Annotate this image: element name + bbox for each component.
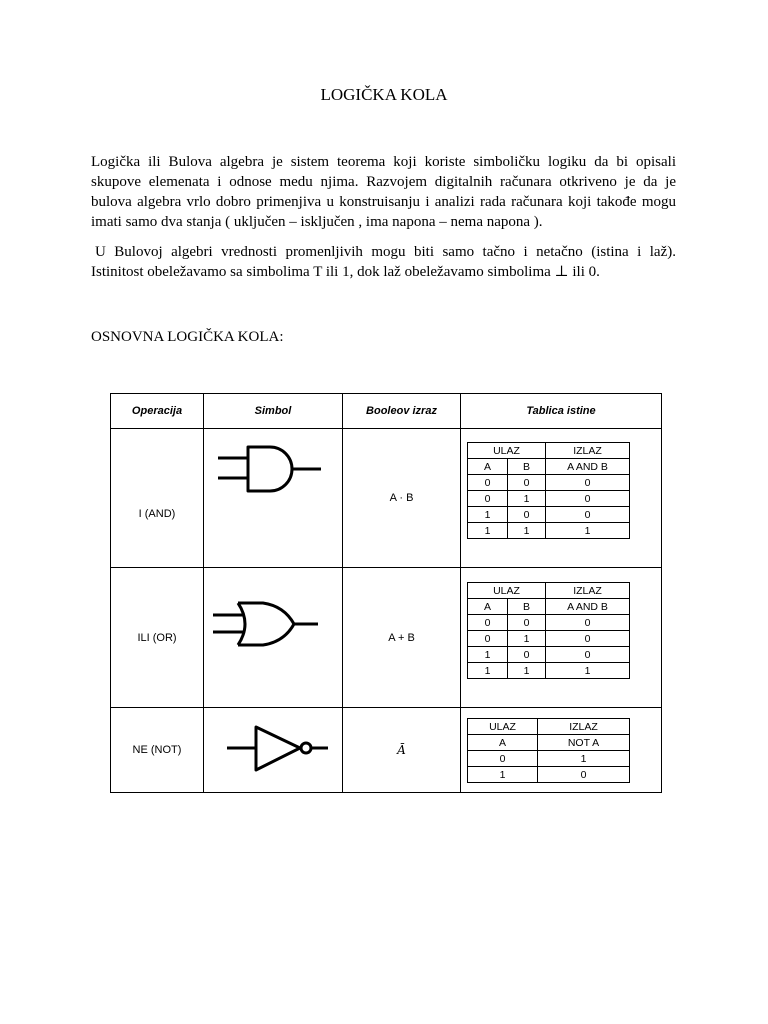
truth-value: 1 [508, 491, 546, 507]
not-gate-icon [222, 720, 337, 776]
symbol-cell [204, 568, 343, 708]
truth-table-row [468, 663, 630, 679]
truth-table-row [468, 615, 630, 631]
truth-table-row [468, 767, 630, 783]
truth-value: 0 [546, 491, 630, 507]
logic-gates-table [110, 393, 662, 793]
column-header-operation: Operacija [111, 394, 204, 429]
truth-table [467, 582, 630, 679]
or-gate-icon [208, 598, 323, 650]
truth-value: 1 [468, 523, 508, 539]
operation-label: I (AND) [111, 429, 204, 568]
truth-table-column-row [468, 599, 630, 615]
truth-table-row [468, 751, 630, 767]
truth-table-row [468, 507, 630, 523]
truth-value: 0 [546, 475, 630, 491]
column-header: A AND B [546, 599, 630, 615]
input-group-header: ULAZ [468, 583, 546, 599]
truth-table-column-row [468, 459, 630, 475]
column-header: A [468, 599, 508, 615]
truth-table-cell [461, 708, 662, 793]
truth-value: 0 [538, 767, 630, 783]
paragraph-line: U Bulovoj algebri vrednosti promenljivih mogu biti samo tačno i netačno (istina i laž). [95, 244, 676, 260]
truth-value: 0 [468, 751, 538, 767]
input-group-header: ULAZ [468, 719, 538, 735]
paragraph-line: skupove elemenata i odnose medu njima. Razvojem digitalnih računara otkriveno je da je [91, 174, 676, 190]
truth-value: 1 [538, 751, 630, 767]
and-gate-icon [215, 443, 325, 495]
page-title: LOGIČKA KOLA [320, 85, 448, 104]
truth-value: 0 [546, 615, 630, 631]
output-group-header: IZLAZ [538, 719, 630, 735]
truth-value: 0 [508, 615, 546, 631]
truth-table-row [468, 631, 630, 647]
truth-value: 1 [508, 523, 546, 539]
truth-value: 0 [468, 475, 508, 491]
truth-value: 0 [508, 507, 546, 523]
column-header-symbol: Simbol [204, 394, 343, 429]
truth-table-row [468, 647, 630, 663]
truth-value: 0 [468, 631, 508, 647]
paragraph-line: bulova algebra vrlo dobro primenjiva u konstruisanju i analizi rada računara koji takođe mogu [91, 194, 676, 210]
truth-value: 0 [546, 647, 630, 663]
truth-value: 1 [546, 523, 630, 539]
operation-label: NE (NOT) [111, 708, 204, 793]
input-group-header: ULAZ [468, 443, 546, 459]
boolean-values-paragraph [91, 242, 676, 282]
truth-value: 0 [508, 475, 546, 491]
truth-value: 1 [468, 647, 508, 663]
section-heading: OSNOVNA LOGIČKA KOLA: [91, 329, 284, 345]
column-header: B [508, 459, 546, 475]
truth-table-cell [461, 568, 662, 708]
expression-cell: A · B [343, 429, 461, 568]
truth-table [467, 442, 630, 539]
truth-value: 1 [546, 663, 630, 679]
truth-value: 0 [508, 647, 546, 663]
symbol-cell [204, 708, 343, 793]
truth-value: 1 [468, 507, 508, 523]
column-header: A [468, 459, 508, 475]
truth-value: 1 [508, 631, 546, 647]
paragraph-line: imati samo dva stanja ( uključen – isključen , ima napona – nema napona ). [91, 214, 543, 230]
truth-value: 0 [468, 615, 508, 631]
expression-cell: A + B [343, 568, 461, 708]
truth-table [467, 718, 630, 783]
output-group-header: IZLAZ [546, 443, 630, 459]
truth-table-row [468, 475, 630, 491]
column-header: NOT A [538, 735, 630, 751]
output-group-header: IZLAZ [546, 583, 630, 599]
paragraph-line: Istinitost obeležavamo sa simbolima T ili 1, dok laž obeležavamo simbolima ⊥ ili 0. [91, 264, 600, 280]
truth-table-group-row [468, 583, 630, 599]
symbol-cell [204, 429, 343, 568]
truth-value: 1 [508, 663, 546, 679]
truth-table-group-row [468, 719, 630, 735]
column-header: A AND B [546, 459, 630, 475]
expression-cell: Ā [343, 708, 461, 793]
truth-value: 0 [468, 491, 508, 507]
paragraph-line: Logička ili Bulova algebra je sistem teorema koji koriste simboličku logiku da bi opisali [91, 154, 676, 170]
truth-value: 0 [546, 631, 630, 647]
truth-table-group-row [468, 443, 630, 459]
intro-paragraph [91, 152, 676, 232]
column-header: B [508, 599, 546, 615]
column-header-truth-table: Tablica istine [461, 394, 662, 429]
truth-table-row [468, 523, 630, 539]
truth-table-row [468, 491, 630, 507]
truth-table-column-row [468, 735, 630, 751]
operation-label: ILI (OR) [111, 568, 204, 708]
truth-value: 1 [468, 767, 538, 783]
column-header: A [468, 735, 538, 751]
column-header-expression: Booleov izraz [343, 394, 461, 429]
truth-value: 0 [546, 507, 630, 523]
truth-value: 1 [468, 663, 508, 679]
truth-table-cell [461, 429, 662, 568]
